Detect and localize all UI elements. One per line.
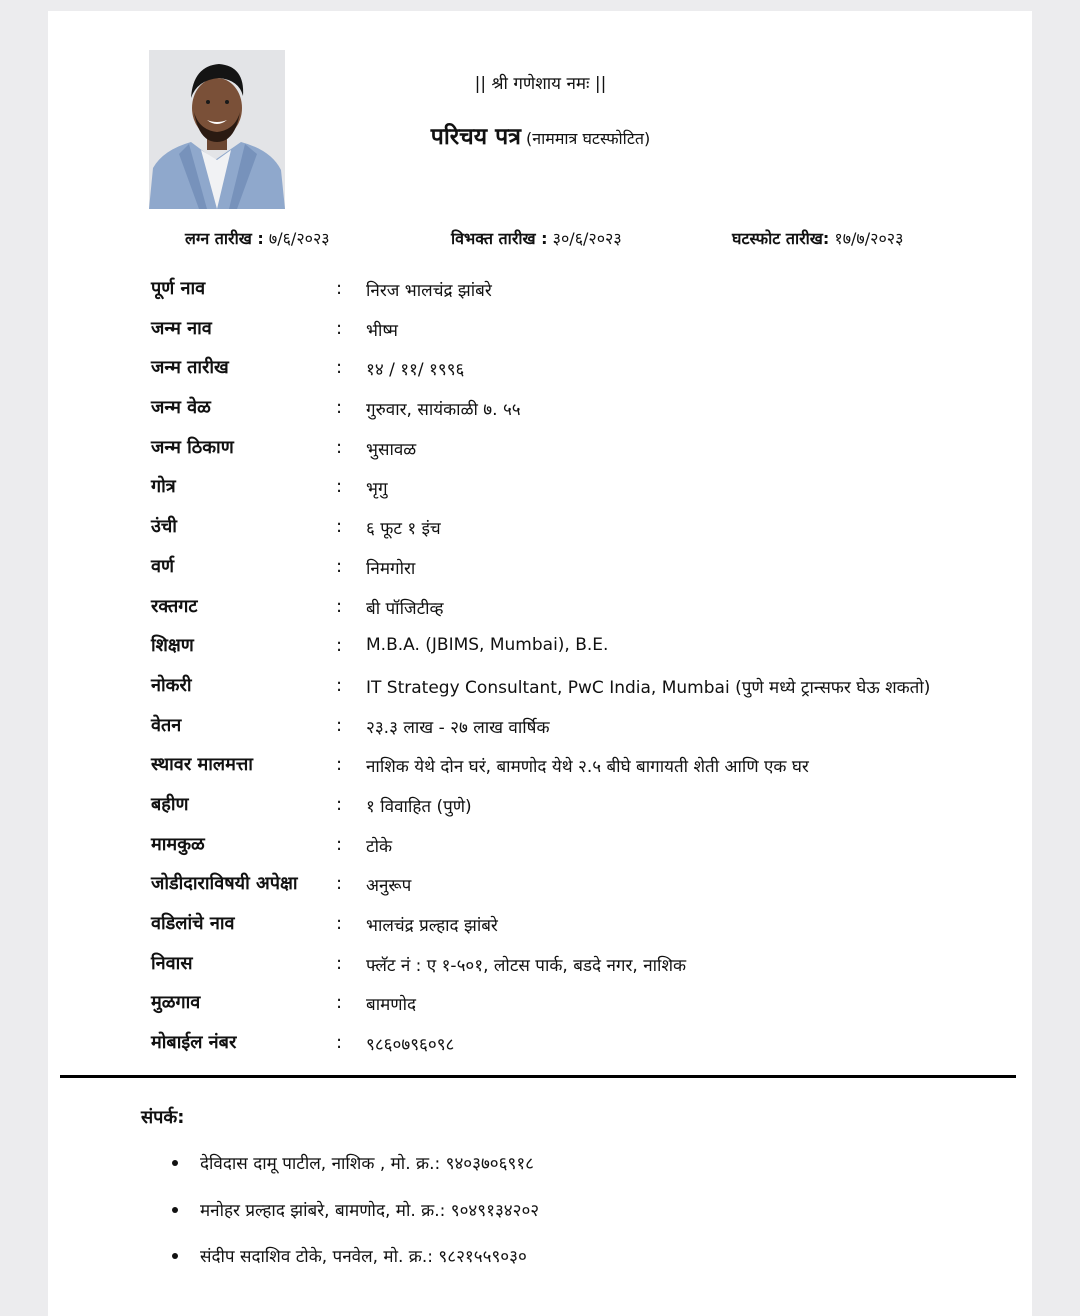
contact-text: मनोहर प्रल्हाद झांबरे, बामणोद, मो. क्र.: ९०४९१३४२०२ (200, 1200, 540, 1221)
detail-row-mobile (151, 1030, 1011, 1070)
detail-separator: : (336, 436, 343, 458)
detail-separator: : (336, 476, 343, 498)
divorce-date-value: १७/७/२०२३ (834, 229, 904, 248)
document-title (298, 119, 783, 151)
detail-row-full-name (151, 276, 1011, 316)
detail-label: पूर्ण नाव (151, 278, 206, 299)
detail-separator: : (336, 754, 343, 776)
detail-separator: : (336, 1032, 343, 1054)
detail-separator: : (336, 952, 343, 974)
detail-value: अनुरूप (366, 876, 412, 897)
detail-separator: : (336, 595, 343, 617)
detail-row-complexion (151, 554, 1011, 594)
separation-date-label: विभक्त तारीख : (451, 229, 548, 248)
detail-separator: : (336, 793, 343, 815)
detail-row-property (151, 752, 1011, 792)
detail-value: फ्लॅट नं : ए १-५०१, लोटस पार्क, बडदे नगर, नाशिक (366, 955, 687, 976)
detail-separator: : (336, 357, 343, 379)
contact-text: संदीप सदाशिव टोके, पनवेल, मो. क्र.: ९८२१५५९०३० (200, 1247, 527, 1267)
invocation-line: || श्री गणेशाय नमः || (474, 74, 607, 94)
detail-label: मामकुळ (151, 833, 205, 855)
detail-value: बामणोद (366, 995, 416, 1016)
detail-row-native-place (151, 990, 1011, 1030)
detail-value: गुरुवार, सायंकाळी ७. ५५ (366, 400, 521, 421)
detail-label: जन्म ठिकाण (151, 436, 234, 458)
detail-value: IT Strategy Consultant, PwC India, Mumbai (पुणे मध्ये ट्रान्सफर घेऊ शकतो) (366, 677, 931, 698)
detail-value: १ विवाहित (पुणे) (366, 796, 472, 817)
detail-row-birth-date (151, 355, 1011, 395)
detail-value: भीष्म (366, 320, 398, 341)
marriage-date-label: लग्न तारीख : (185, 229, 264, 248)
detail-separator: : (336, 397, 343, 419)
detail-row-father-name (151, 911, 1011, 951)
detail-label: निवास (151, 952, 193, 974)
detail-label: जन्म वेळ (151, 397, 211, 419)
detail-row-height (151, 514, 1011, 554)
marriage-date-value: ७/६/२०२३ (268, 229, 330, 248)
detail-separator: : (336, 317, 343, 339)
detail-separator: : (336, 992, 343, 1014)
contact-heading: संपर्क: (141, 1107, 185, 1128)
detail-label: जन्म तारीख (151, 357, 229, 379)
detail-value: M.B.A. (JBIMS, Mumbai), B.E. (366, 635, 609, 656)
detail-row-residence (151, 951, 1011, 991)
detail-label: वेतन (151, 714, 182, 736)
divorce-date (732, 227, 903, 249)
detail-row-birth-name (151, 316, 1011, 356)
detail-row-salary (151, 713, 1011, 753)
detail-row-blood-group (151, 594, 1011, 634)
detail-label: मुळगाव (151, 992, 201, 1014)
detail-value: ९८६०७९६०९८ (366, 1035, 455, 1056)
detail-value: टोके (366, 836, 393, 857)
detail-separator: : (336, 873, 343, 895)
detail-label: रक्तगट (151, 595, 198, 617)
bullet-icon (172, 1160, 178, 1166)
detail-value: निमगोरा (366, 558, 416, 579)
detail-row-education (151, 633, 1011, 673)
detail-value: नाशिक येथे दोन घरं, बामणोद येथे २.५ बीघे बागायती शेती आणि एक घर (366, 757, 809, 778)
details-list (151, 276, 1011, 1070)
title-main: परिचय पत्र (430, 124, 521, 150)
detail-label: शिक्षण (151, 635, 194, 657)
detail-label: मोबाईल नंबर (151, 1032, 237, 1054)
detail-label: गोत्र (151, 476, 176, 498)
section-divider (60, 1075, 1016, 1078)
detail-separator: : (336, 516, 343, 538)
detail-value: भुसावळ (366, 439, 417, 460)
divorce-date-label: घटस्फोट तारीख: (732, 229, 830, 248)
detail-value: २३.३ लाख - २७ लाख वार्षिक (366, 717, 550, 738)
separation-date (451, 227, 622, 249)
detail-row-maternal-family (151, 832, 1011, 872)
bullet-icon (172, 1207, 178, 1213)
detail-row-birth-time (151, 395, 1011, 435)
detail-separator: : (336, 635, 343, 657)
detail-separator: : (336, 278, 343, 299)
separation-date-value: ३०/६/२०२३ (552, 229, 622, 248)
detail-row-birth-place (151, 435, 1011, 475)
detail-label: स्थावर मालमत्ता (151, 754, 253, 776)
detail-value: बी पॉजिटीव्ह (366, 598, 444, 619)
detail-separator: : (336, 714, 343, 736)
detail-value: १४ / ११/ १९९६ (366, 360, 465, 381)
detail-value: भालचंद्र प्रल्हाद झांबरे (366, 916, 498, 936)
bullet-icon (172, 1253, 178, 1259)
marriage-date (185, 227, 330, 249)
contact-text: देविदास दामू पाटील, नाशिक , मो. क्र.: ९४०३७०६९१८ (200, 1154, 535, 1174)
detail-separator: : (336, 555, 343, 577)
detail-value: ६ फूट १ इंच (366, 519, 441, 540)
detail-row-sister (151, 792, 1011, 832)
profile-photo (149, 50, 285, 209)
detail-separator: : (336, 674, 343, 696)
detail-value: भृगु (366, 479, 388, 500)
detail-row-job (151, 673, 1011, 713)
detail-label: जन्म नाव (151, 317, 212, 339)
detail-row-partner-expectation (151, 871, 1011, 911)
detail-separator: : (336, 833, 343, 855)
detail-label: वडिलांचे नाव (151, 913, 235, 934)
detail-label: जोडीदाराविषयी अपेक्षा (151, 873, 298, 895)
detail-label: उंची (151, 516, 177, 538)
detail-value: निरज भालचंद्र झांबरे (366, 281, 492, 301)
biodata-page (48, 11, 1032, 1316)
detail-row-gotra (151, 474, 1011, 514)
detail-separator: : (336, 913, 343, 934)
detail-label: बहीण (151, 793, 189, 815)
title-subtitle: (नाममात्र घटस्फोटित) (525, 129, 651, 148)
detail-label: वर्ण (151, 555, 175, 577)
detail-label: नोकरी (151, 674, 192, 696)
